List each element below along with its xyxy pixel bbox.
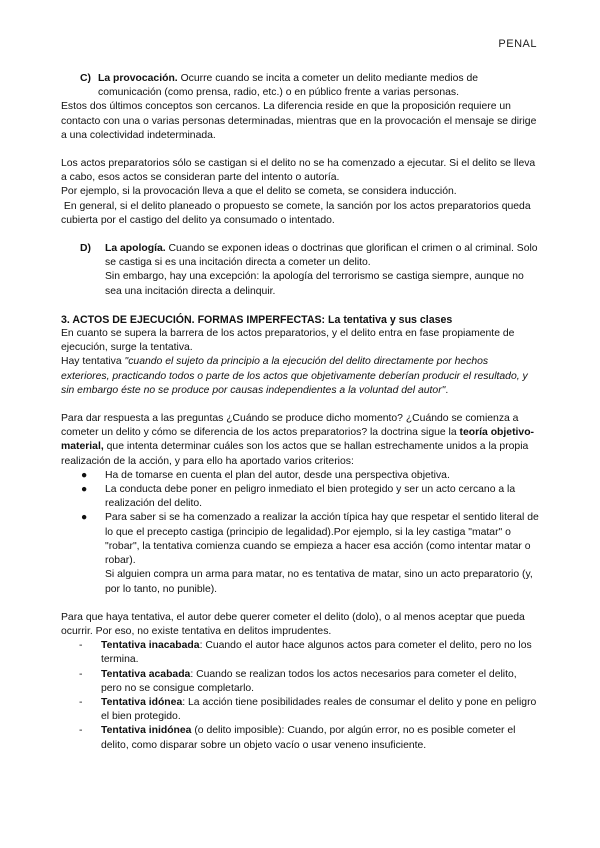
tentativa-definition	[61, 355, 539, 398]
list-item	[61, 668, 539, 696]
type-term: Tentativa inidónea	[101, 725, 192, 737]
bullet-icon: ●	[81, 512, 88, 524]
list-item	[61, 639, 539, 667]
dolo-paragraph: Para que haya tentativa, el autor debe querer cometer el delito (dolo), o al menos aceptar que pueda ocurrir. Por eso, no existe tentativa en delitos imprudentes.	[61, 611, 525, 637]
criterios-lead: Para dar respuesta a las preguntas ¿Cuándo se produce dicho momento? ¿Cuándo se comienza a cometer un delito y cómo se diferencia de los actos preparatorios? la doctrina sigue la	[61, 413, 519, 439]
type-text: (o delito imposible): Cuando, por algún error, no es posible cometer el delito, como disparar sobre un objeto vacío o usar veneno insuficiente.	[101, 725, 516, 751]
criterio-2: La conducta debe poner en peligro inmediato el bien protegido y ser un acto cercano a la realización del delito.	[105, 484, 516, 510]
section-d-letter: D)	[80, 243, 91, 255]
type-term: Tentativa inacabada	[101, 640, 200, 652]
section-3-intro: En cuanto se supera la barrera de los actos preparatorios, y el delito entra en fase propiamente de ejecución, surge la tentativa.	[61, 328, 515, 354]
list-item	[61, 696, 539, 724]
teoria-objetivo-material: teoría objetivo-material,	[61, 427, 535, 453]
type-text: : Cuando el autor hace algunos actos para cometer el delito, pero no los termina.	[101, 640, 532, 666]
list-item	[61, 511, 539, 568]
section-d-body	[105, 242, 539, 299]
dash-marker: -	[79, 640, 83, 652]
bullet-icon: ●	[81, 484, 88, 496]
dash-marker: -	[79, 725, 83, 737]
section-d-title: La apología.	[105, 243, 166, 255]
type-inidonea	[101, 724, 539, 752]
criterio-3: Para saber si se ha comenzado a realizar la acción típica hay que respetar el sentido literal de lo que el precepto castiga (principio de legalidad).Por ejemplo, si la ley castiga "matar" o "robar", la tentativa comienza cuando se empieza a hacer esa acción (como intentar matar o robar).	[105, 512, 539, 567]
list-item	[61, 483, 539, 511]
section-d-exception: Sin embargo, hay una excepción: la apología del terrorismo se castiga siempre, aunque no sea una incitación directa a delinquir.	[105, 271, 524, 297]
section-c-body	[98, 72, 539, 100]
section-3-heading: 3. ACTOS DE EJECUCIÓN. FORMAS IMPERFECTAS: La tentativa y sus clases	[61, 313, 453, 326]
definition-lead: Hay tentativa	[61, 356, 125, 368]
type-term: Tentativa idónea	[101, 696, 183, 708]
paragraph-sancion: En general, si el delito planeado o propuesto se comete, la sanción por los actos preparatorios queda cubierta por el castigo del delito ya consumado o intentado.	[61, 200, 534, 226]
list-item	[61, 469, 539, 483]
list-item	[61, 724, 539, 752]
tentativa-types-list	[61, 639, 539, 753]
section-c-title: La provocación.	[98, 73, 178, 84]
type-text: : Cuando se realizan todos los actos necesarios para cometer el delito, pero no se consigue completarlo.	[101, 668, 517, 694]
paragraph-actos-preparatorios: Los actos preparatorios sólo se castigan si el delito no se ha comenzado a ejecutar. Si el delito se lleva a cabo, esos actos se consideran parte del intento o autoría.	[61, 158, 536, 184]
paragraph-ejemplo-induccion: Por ejemplo, si la provocación lleva a que el delito se cometa, se considera inducción.	[61, 186, 457, 198]
section-d-apologia	[61, 242, 539, 299]
type-inacabada	[101, 639, 539, 667]
type-acabada	[101, 668, 539, 696]
type-text: : La acción tiene posibilidades reales de consumar el delito y pone en peligro el bien protegido.	[101, 696, 537, 723]
dash-marker: -	[79, 668, 83, 680]
section-c-letter: C)	[80, 73, 91, 84]
definition-end: .	[445, 384, 449, 396]
section-d-text: Cuando se exponen ideas o doctrinas que glorifican el crimen o al criminal. Solo se castiga si es una incitación directa a cometer un delito.	[105, 243, 538, 269]
bullet-icon: ●	[81, 469, 88, 481]
section-c-text: Ocurre cuando se incita a cometer un delito mediante medios de comunicación (como prensa, radio, etc.) o en público frente a varias personas.	[98, 73, 479, 99]
criterio-3-example: Si alguien compra un arma para matar, no es tentativa de matar, sino un acto preparatorio (y, por lo tanto, no punible).	[105, 569, 533, 595]
paragraph-proposicion-vs-provocacion: Estos dos últimos conceptos son cercanos. La diferencia reside en que la proposición requiere un contacto con una o varias personas determinadas, mientras que en la provocación el mensaje se dirige a una colectividad indeterminada.	[61, 101, 537, 141]
criterios-end: que intenta determinar cuáles son los actos que se hallan estrechamente unidos a la propia realización de la acción, y para ello ha aportado varios criterios:	[61, 441, 529, 467]
criterio-1: Ha de tomarse en cuenta el plan del autor, desde una perspectiva objetiva.	[105, 469, 450, 481]
type-term: Tentativa acabada	[101, 668, 191, 680]
section-c-provocacion	[61, 72, 539, 100]
page-header-subject: PENAL	[498, 38, 537, 50]
document-body	[61, 72, 539, 753]
criterios-list	[61, 469, 539, 568]
criterios-paragraph	[61, 412, 539, 469]
type-idonea	[101, 696, 539, 724]
dash-marker: -	[79, 696, 83, 708]
definition-quote: "cuando el sujeto da principio a la ejecución del delito directamente por hechos exteriores, practicando todos o parte de los actos que objetivamente deberían producir el resultado, y sin embargo éste no se produce por causas independientes a la voluntad del autor"	[61, 356, 528, 396]
